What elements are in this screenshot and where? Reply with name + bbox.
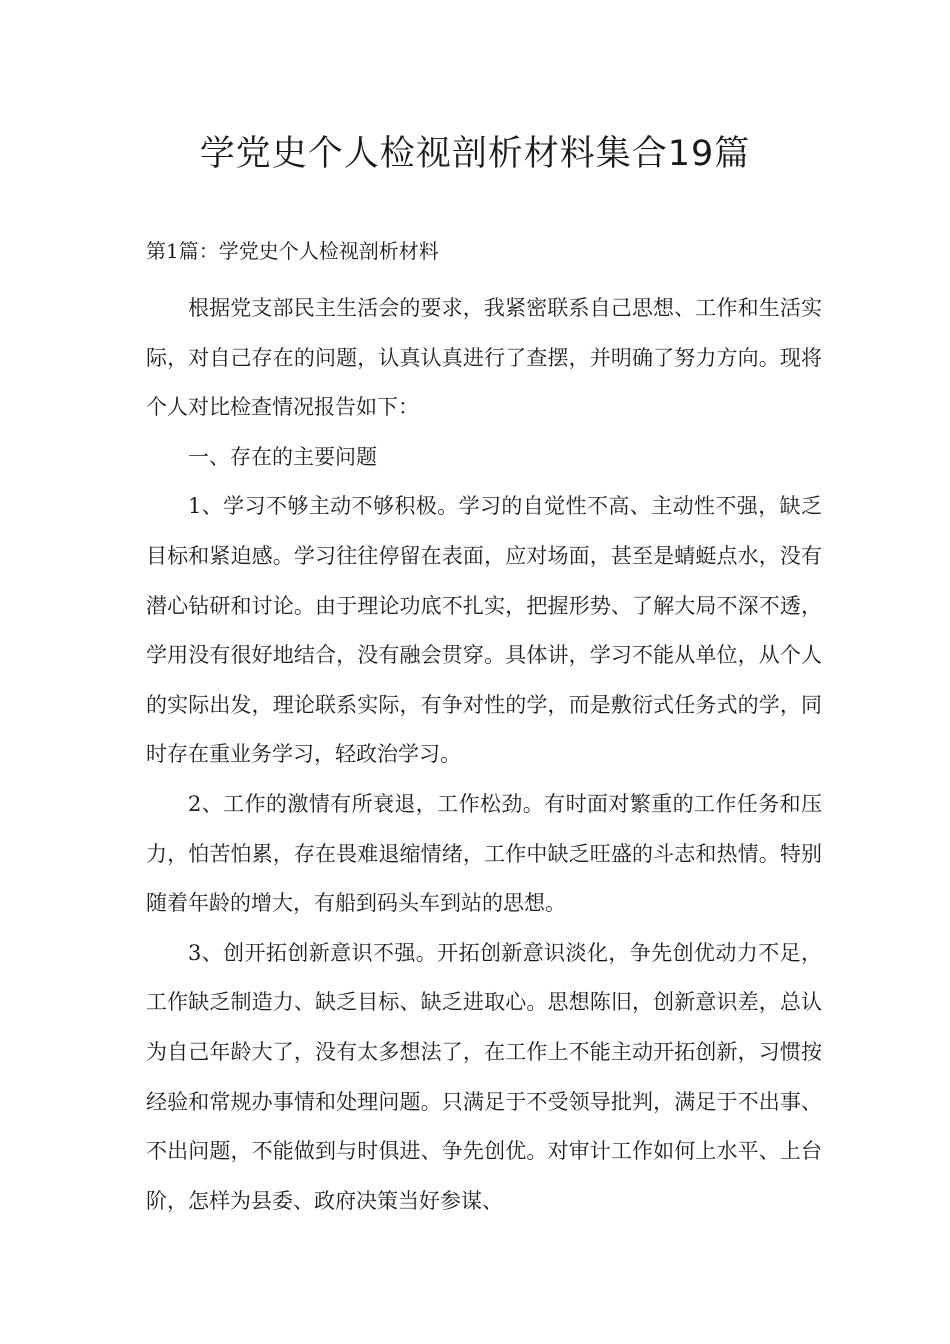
paragraph-heading-problems: 一、存在的主要问题 [188, 444, 377, 469]
section-heading: 第1篇：学党史个人检视剖析材料 [146, 239, 439, 263]
document-title: 学党史个人检视剖析材料集合19篇 [199, 134, 751, 174]
document-body [146, 284, 822, 1226]
paragraph-item-2: 2、工作的激情有所衰退，工作松劲。有时面对繁重的工作任务和压力，怕苦怕累，存在畏难退缩情绪，工作中缺乏旺盛的斗志和热情。特别随着年龄的增大，有船到码头车到站的思想。 [146, 791, 822, 916]
paragraph-item-1: 1、学习不够主动不够积极。学习的自觉性不高、主动性不强，缺乏目标和紧迫感。学习往往停留在表面，应对场面，甚至是蜻蜓点水，没有潜心钻研和讨论。由于理论功底不扎实，把握形势、了解大局不深不透，学用没有很好地结合，没有融会贯穿。具体讲，学习不能从单位，从个人的实际出发，理论联系实际，有争对性的学，而是敷衍式任务式的学，同时存在重业务学习，轻政治学习。 [146, 494, 822, 767]
paragraph-item-3: 3、创开拓创新意识不强。开拓创新意识淡化，争先创优动力不足，工作缺乏制造力、缺乏目标、缺乏进取心。思想陈旧，创新意识差，总认为自己年龄大了，没有太多想法了，在工作上不能主动开拓创新，习惯按经验和常规办事情和处理问题。只满足于不受领导批判，满足于不出事、不出问题，不能做到与时俱进、争先创优。对审计工作如何上水平、上台阶，怎样为县委、政府决策当好参谋、 [146, 940, 822, 1213]
paragraph-intro: 根据党支部民主生活会的要求，我紧密联系自己思想、工作和生活实际，对自己存在的问题，认真认真进行了查摆，并明确了努力方向。现将个人对比检查情况报告如下： [146, 296, 822, 420]
